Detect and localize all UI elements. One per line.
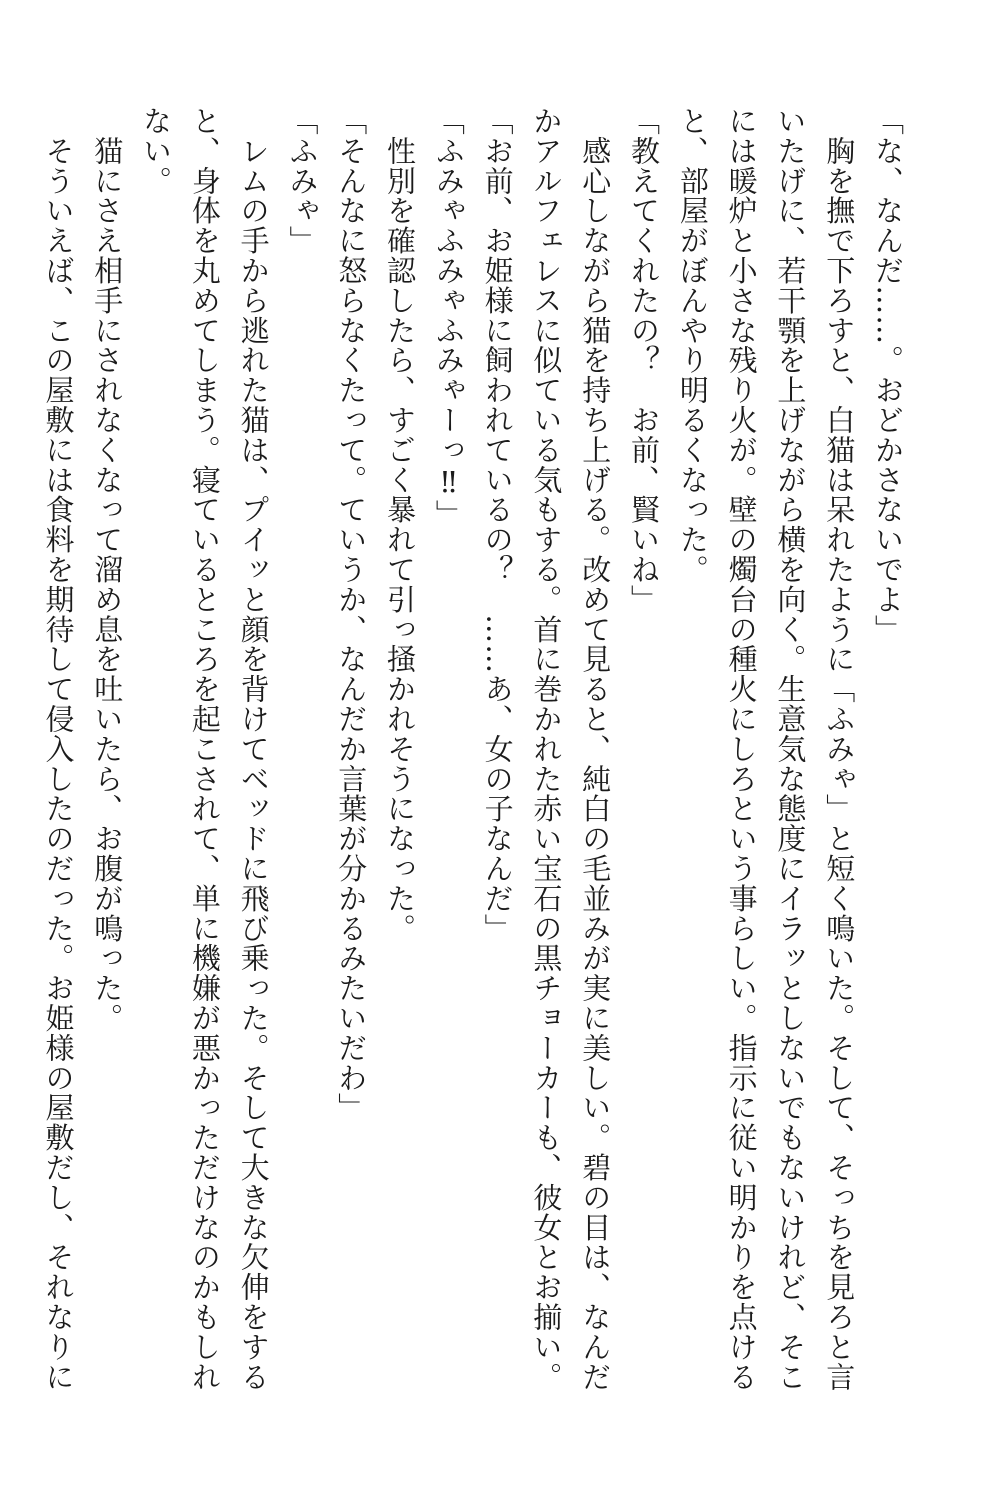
paragraph-dialogue: 「そんなに怒らなくたって。ていうか、なんだか言葉が分かるみたいだわ」 <box>334 106 369 1123</box>
paragraph-dialogue: 「お前、お姫様に飼われているの？ ……あ、女の子なんだ」 <box>480 106 515 944</box>
paragraph-dialogue: 「ふみゃ」 <box>285 106 320 256</box>
paragraph-narration: 性別を確認したら、すごく暴れて引っ掻かれそうになった。 <box>383 106 418 944</box>
paragraph-narration: 胸を撫で下ろすと、白猫は呆れたように「ふみゃ」と短く鳴いた。そして、そっちを見ろと言いたげに、若干顎を上げながら横を向く。生意気な態度にイラッとしないでもないけれど、そこには暖炉と小さな残り火が。壁の燭台の種火にしろという事らしい。指示に従い明かりを点けると、部屋がぼんやり明るくなった。 <box>675 106 857 1392</box>
paragraph-narration: 感心しながら猫を持ち上げる。改めて見ると、純白の毛並みが実に美しい。碧の目は、なんだかアルフェレスに似ている気もする。首に巻かれた赤い宝石の黒チョーカーも、彼女とお揃い。 <box>529 106 613 1392</box>
paragraph-dialogue: 「な、なんだ……。おどかさないでよ」 <box>871 106 905 645</box>
page-text <box>34 106 912 1398</box>
paragraph-dialogue: 「ふみゃふみゃふみゃーっ‼」 <box>431 106 466 530</box>
paragraph-dialogue: 「教えてくれたの？ お前、賢いね」 <box>627 106 662 615</box>
paragraph-narration: 猫にさえ相手にされなくなって溜め息を吐いたら、お腹が鳴った。 <box>90 106 125 1033</box>
paragraph-narration: そういえば、この屋敷には食料を期待して侵入したのだった。お姫様の屋敷だし、それなりに <box>41 106 76 1392</box>
paragraph-narration: レムの手から逃れた猫は、プイッと顔を背けてベッドに飛び乗った。そして大きな欠伸をすると、身体を丸めてしまう。寝ているところを起こされて、単に機嫌が悪かっただけなのかもしれない。 <box>139 106 271 1392</box>
